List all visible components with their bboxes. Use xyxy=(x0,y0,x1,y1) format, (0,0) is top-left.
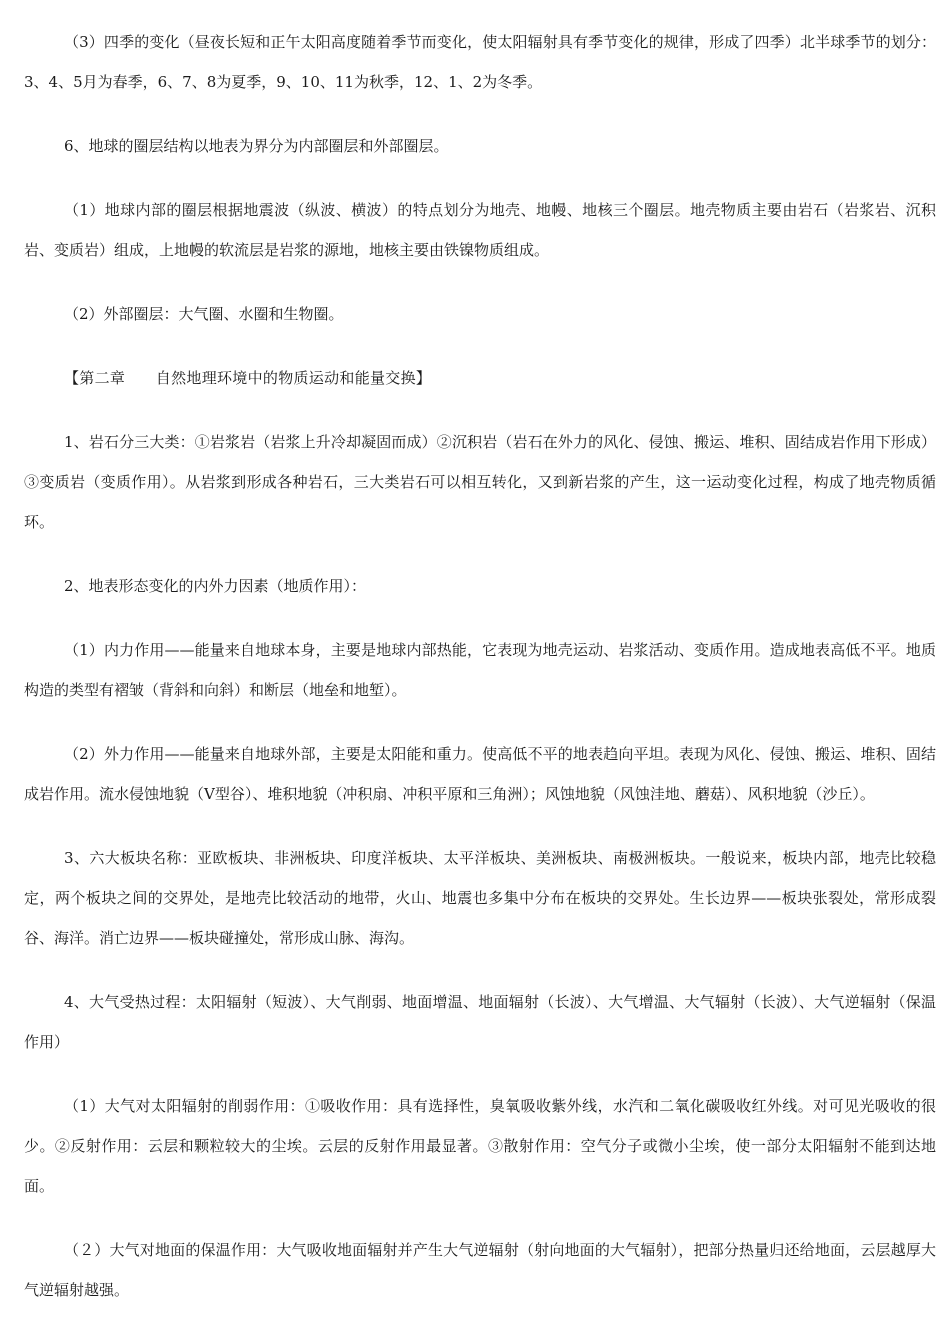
paragraph-rock-types: 1、岩石分三大类：①岩浆岩（岩浆上升冷却凝固而成）②沉积岩（岩石在外力的风化、侵蚀、搬运、堆积、固结成岩作用下形成）③变质岩（变质作用）。从岩浆到形成各种岩石，三大类岩石可以相互转化，又到新岩浆的产生，这一运动变化过程，构成了地壳物质循环。 xyxy=(24,433,936,531)
paragraph-external-force: （2）外力作用——能量来自地球外部，主要是太阳能和重力。使高低不平的地表趋向平坦。表现为风化、侵蚀、搬运、堆积、固结成岩作用。流水侵蚀地貌（V型谷）、堆积地貌（冲积扇、冲积平原和三角洲）；风蚀地貌（风蚀洼地、蘑菇）、风积地貌（沙丘）。 xyxy=(24,745,936,803)
paragraph-inner-spheres: （1）地球内部的圈层根据地震波（纵波、横波）的特点划分为地壳、地幔、地核三个圈层。地壳物质主要由岩石（岩浆岩、沉积岩、变质岩）组成，上地幔的软流层是岩浆的源地，地核主要由铁镍物质组成。 xyxy=(24,201,936,259)
paragraph-geologic-forces: 2、地表形态变化的内外力因素（地质作用）： xyxy=(64,577,367,595)
paragraph-outer-spheres: （2）外部圈层：大气圈、水圈和生物圈。 xyxy=(64,305,344,323)
paragraph-weakening-effect: （1）大气对太阳辐射的削弱作用：①吸收作用：具有选择性，臭氧吸收紫外线，水汽和二氧化碳吸收红外线。对可见光吸收的很少。②反射作用：云层和颗粒较大的尘埃。云层的反射作用最显著。③散射作用：空气分子或微小尘埃，使一部分太阳辐射不能到达地面。 xyxy=(24,1097,936,1195)
paragraph-internal-force: （1）内力作用——能量来自地球本身，主要是地球内部热能，它表现为地壳运动、岩浆活动、变质作用。造成地表高低不平。地质构造的类型有褶皱（背斜和向斜）和断层（地垒和地堑）。 xyxy=(24,641,936,699)
document-page xyxy=(24,22,936,1334)
paragraph-seasons: （3）四季的变化（昼夜长短和正午太阳高度随着季节而变化，使太阳辐射具有季节变化的规律，形成了四季）北半球季节的划分：3、4、5月为春季，6、7、8为夏季，9、10、11为秋季，12、1、2为冬季。 xyxy=(24,33,936,91)
paragraph-insulation-effect: （２）大气对地面的保温作用：大气吸收地面辐射并产生大气逆辐射（射向地面的大气辐射），把部分热量归还给地面，云层越厚大气逆辐射越强。 xyxy=(24,1241,936,1299)
chapter-heading: 【第二章 自然地理环境中的物质运动和能量交换】 xyxy=(64,369,432,387)
paragraph-earth-spheres: 6、地球的圈层结构以地表为界分为内部圈层和外部圈层。 xyxy=(64,137,449,155)
paragraph-atmosphere-heating: 4、大气受热过程：太阳辐射（短波）、大气削弱、地面增温、地面辐射（长波）、大气增温、大气辐射（长波）、大气逆辐射（保温作用） xyxy=(24,993,936,1051)
paragraph-plates: 3、六大板块名称：亚欧板块、非洲板块、印度洋板块、太平洋板块、美洲板块、南极洲板块。一般说来，板块内部，地壳比较稳定，两个板块之间的交界处，是地壳比较活动的地带，火山、地震也多集中分布在板块的交界处。生长边界——板块张裂处，常形成裂谷、海洋。消亡边界——板块碰撞处，常形成山脉、海沟。 xyxy=(24,849,936,947)
